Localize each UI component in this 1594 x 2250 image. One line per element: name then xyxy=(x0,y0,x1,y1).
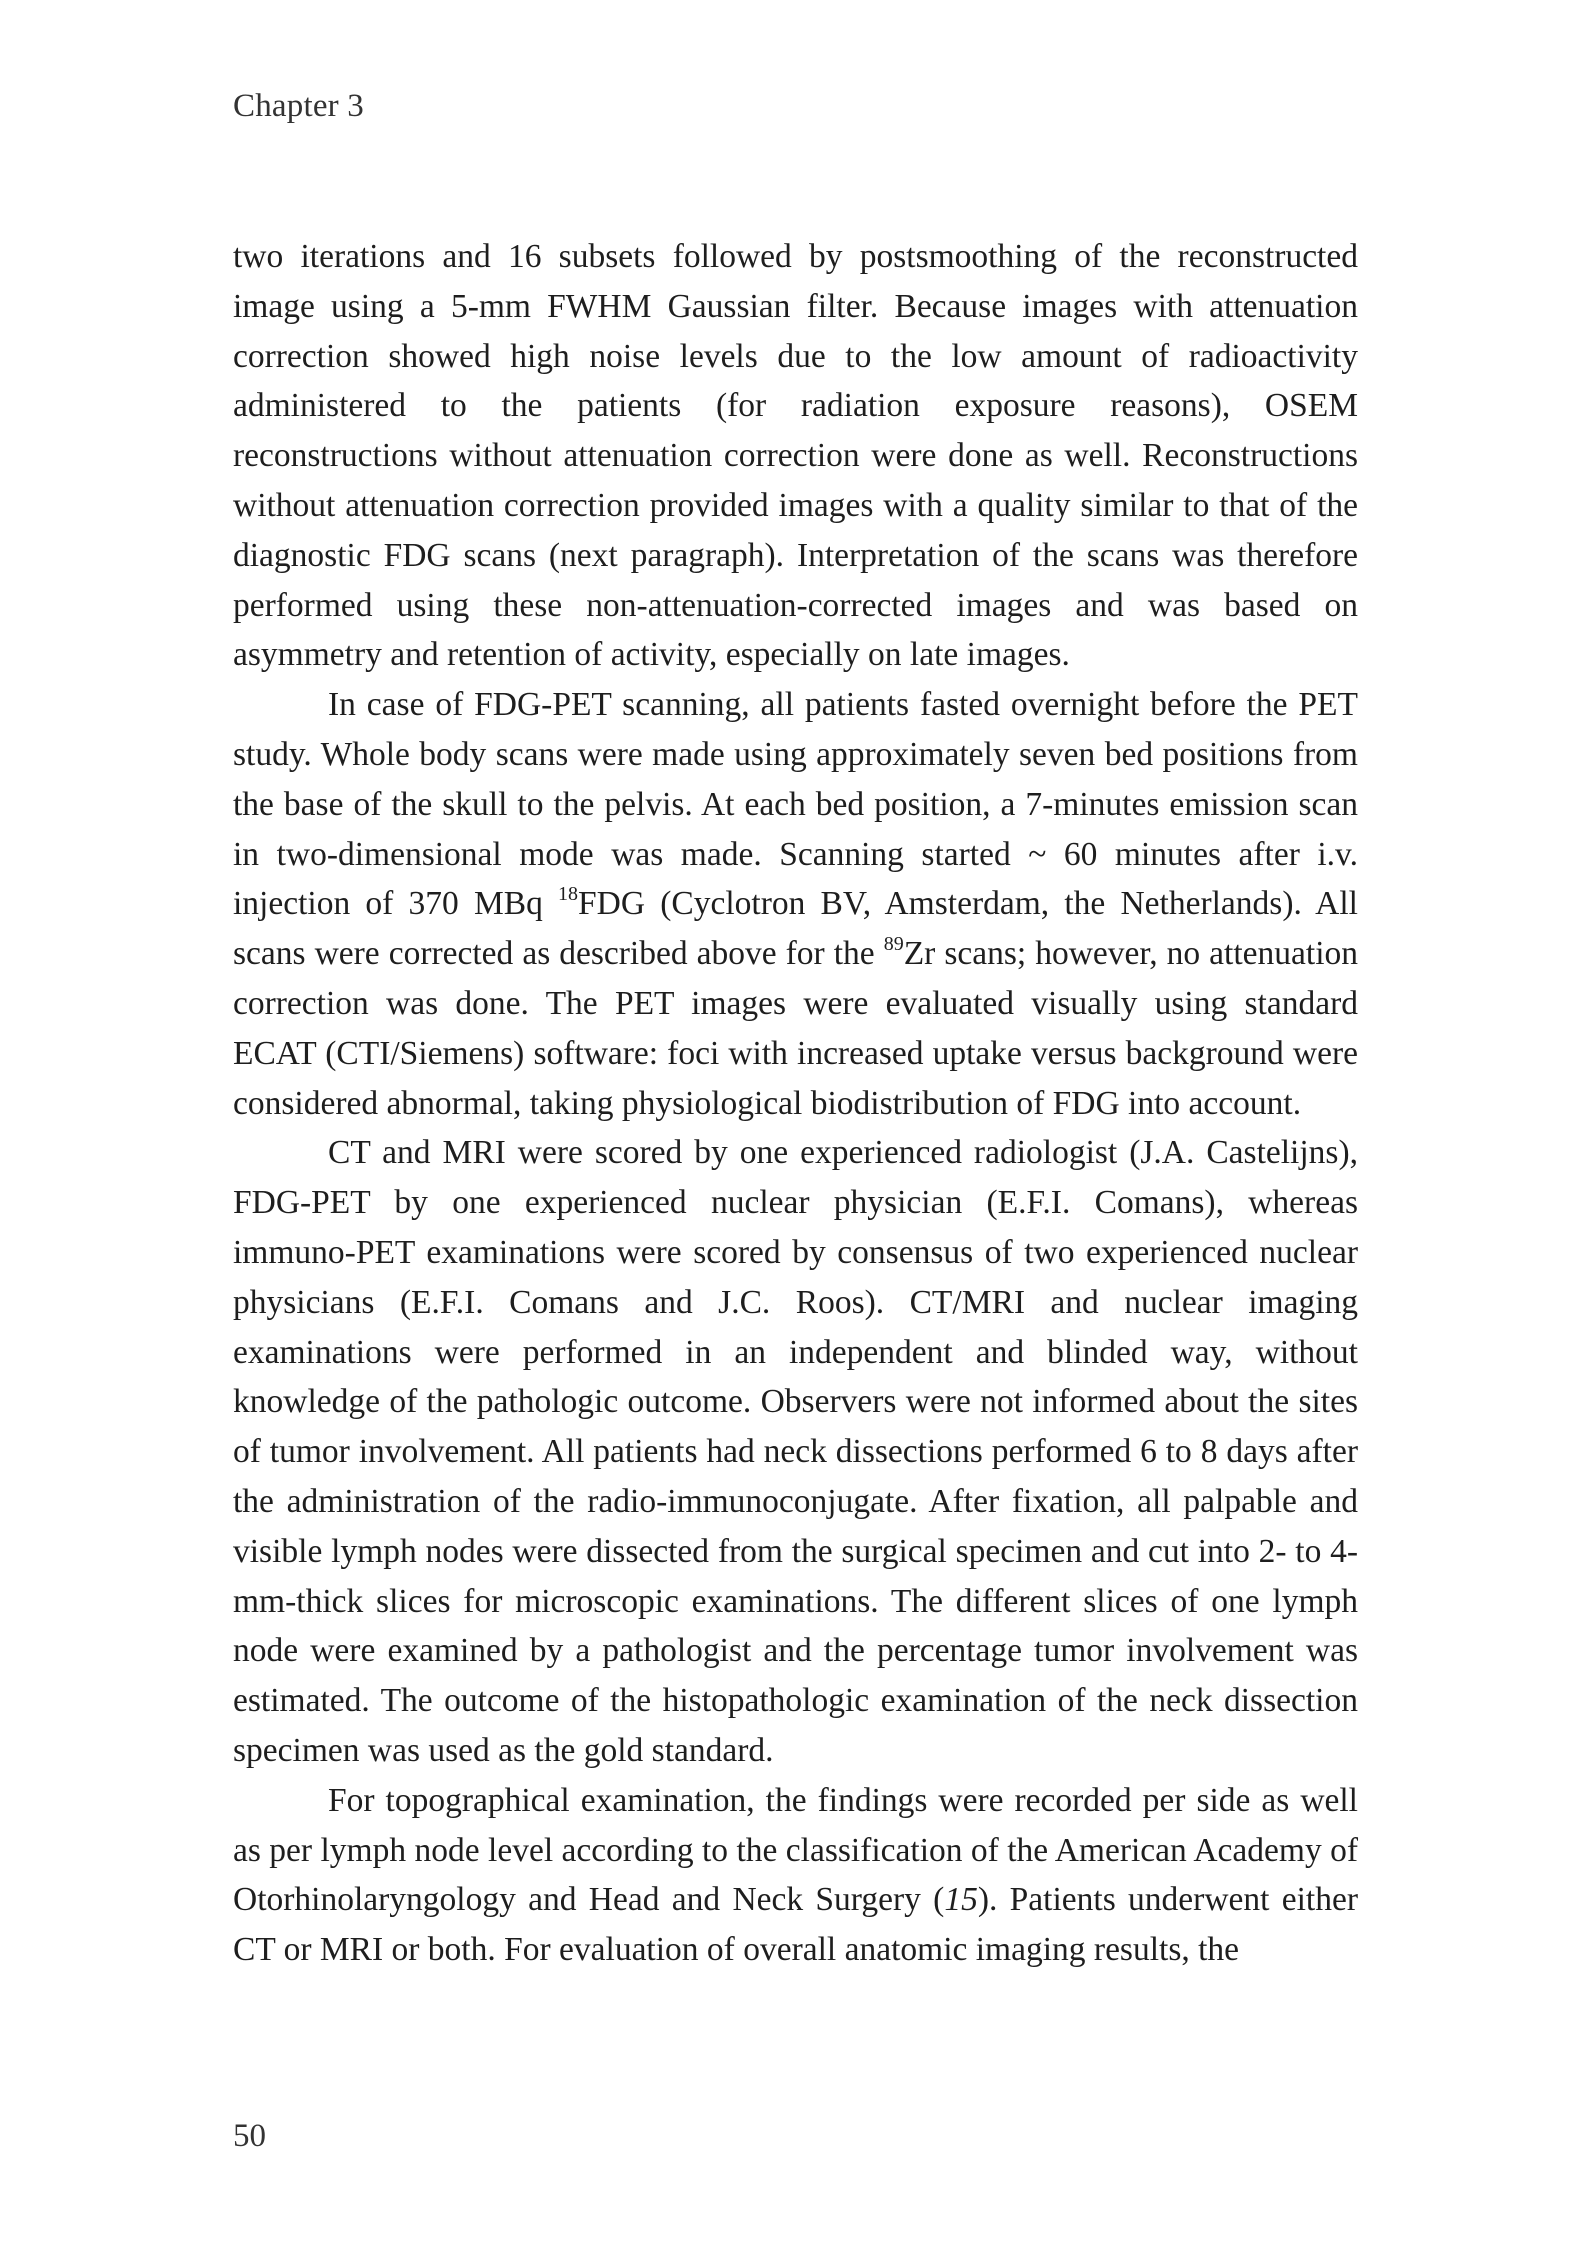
page-number: 50 xyxy=(233,2118,266,2154)
paragraph-scoring: CT and MRI were scored by one experienced radiologist (J.A. Castelijns), FDG-PET by one experienced nuclear physician (E.F.I. Comans), whereas immuno-PET examinations were scored by consensus of two experienced nuclear physicians (E.F.I. Comans and J.C. Roos). CT/MRI and nuclear imaging examinations were performed in an independent and blinded way, without knowledge of the pathologic outcome. Observers were not informed about the sites of tumor involvement. All patients had neck dissections performed 6 to 8 days after the administration of the radio-immunoconjugate. After fixation, all palpable and visible lymph nodes were dissected from the surgical specimen and cut into 2- to 4-mm-thick slices for microscopic examinations. The different slices of one lymph node were examined by a pathologist and the percentage tumor involvement was estimated. The outcome of the histopathologic examination of the neck dissection specimen was used as the gold standard. xyxy=(233,1134,1358,1769)
paragraph-fdg-pet-part-c: Zr scans; however, no attenuation correction was done. The PET images were evaluated visually using standard ECAT (CTI/Siemens) software: foci with increased uptake versus background were considered abnormal, taking physiological biodistribution of FDG into account. xyxy=(233,935,1359,1122)
reference-15: 15 xyxy=(944,1881,978,1919)
superscript-89: 89 xyxy=(883,933,904,956)
running-head: Chapter 3 xyxy=(233,88,365,124)
paragraph-fdg-pet-part-b: FDG (Cyclotron BV, Amsterdam, the Netherlands). All scans were corrected as described above for the xyxy=(233,885,1358,973)
body-text xyxy=(233,232,1358,1975)
superscript-18: 18 xyxy=(558,883,579,906)
paragraph-topographical-part-b: ). Patients underwent either CT or MRI or both. For evaluation of overall anatomic imaging results, the xyxy=(233,1881,1358,1969)
paragraph-fdg-pet xyxy=(233,680,1358,1128)
paragraph-reconstruction: two iterations and 16 subsets followed by postsmoothing of the reconstructed image using a 5-mm FWHM Gaussian filter. Because images with attenuation correction showed high noise levels due to the low amount of radioactivity administered to the patients (for radiation exposure reasons), OSEM reconstructions without attenuation correction were done as well. Reconstructions without attenuation correction provided images with a quality similar to that of the diagnostic FDG scans (next paragraph). Interpretation of the scans was therefore performed using these non-attenuation-corrected images and was based on asymmetry and retention of activity, especially on late images. xyxy=(233,238,1358,674)
paragraph-topographical xyxy=(233,1776,1358,1975)
paragraph-topographical-part-a: For topographical examination, the findings were recorded per side as well as per lymph node level according to the classification of the American Academy of Otorhinolaryngology and Head and Neck Surgery ( xyxy=(233,1781,1358,1919)
paragraph-fdg-pet-part-a: In case of FDG-PET scanning, all patients fasted overnight before the PET study. Whole body scans were made using approximately seven bed positions from the base of the skull to the pelvis. At each bed position, a 7-minutes emission scan in two-dimensional mode was made. Scanning started ~ 60 minutes after i.v. injection of 370 MBq xyxy=(233,686,1358,923)
